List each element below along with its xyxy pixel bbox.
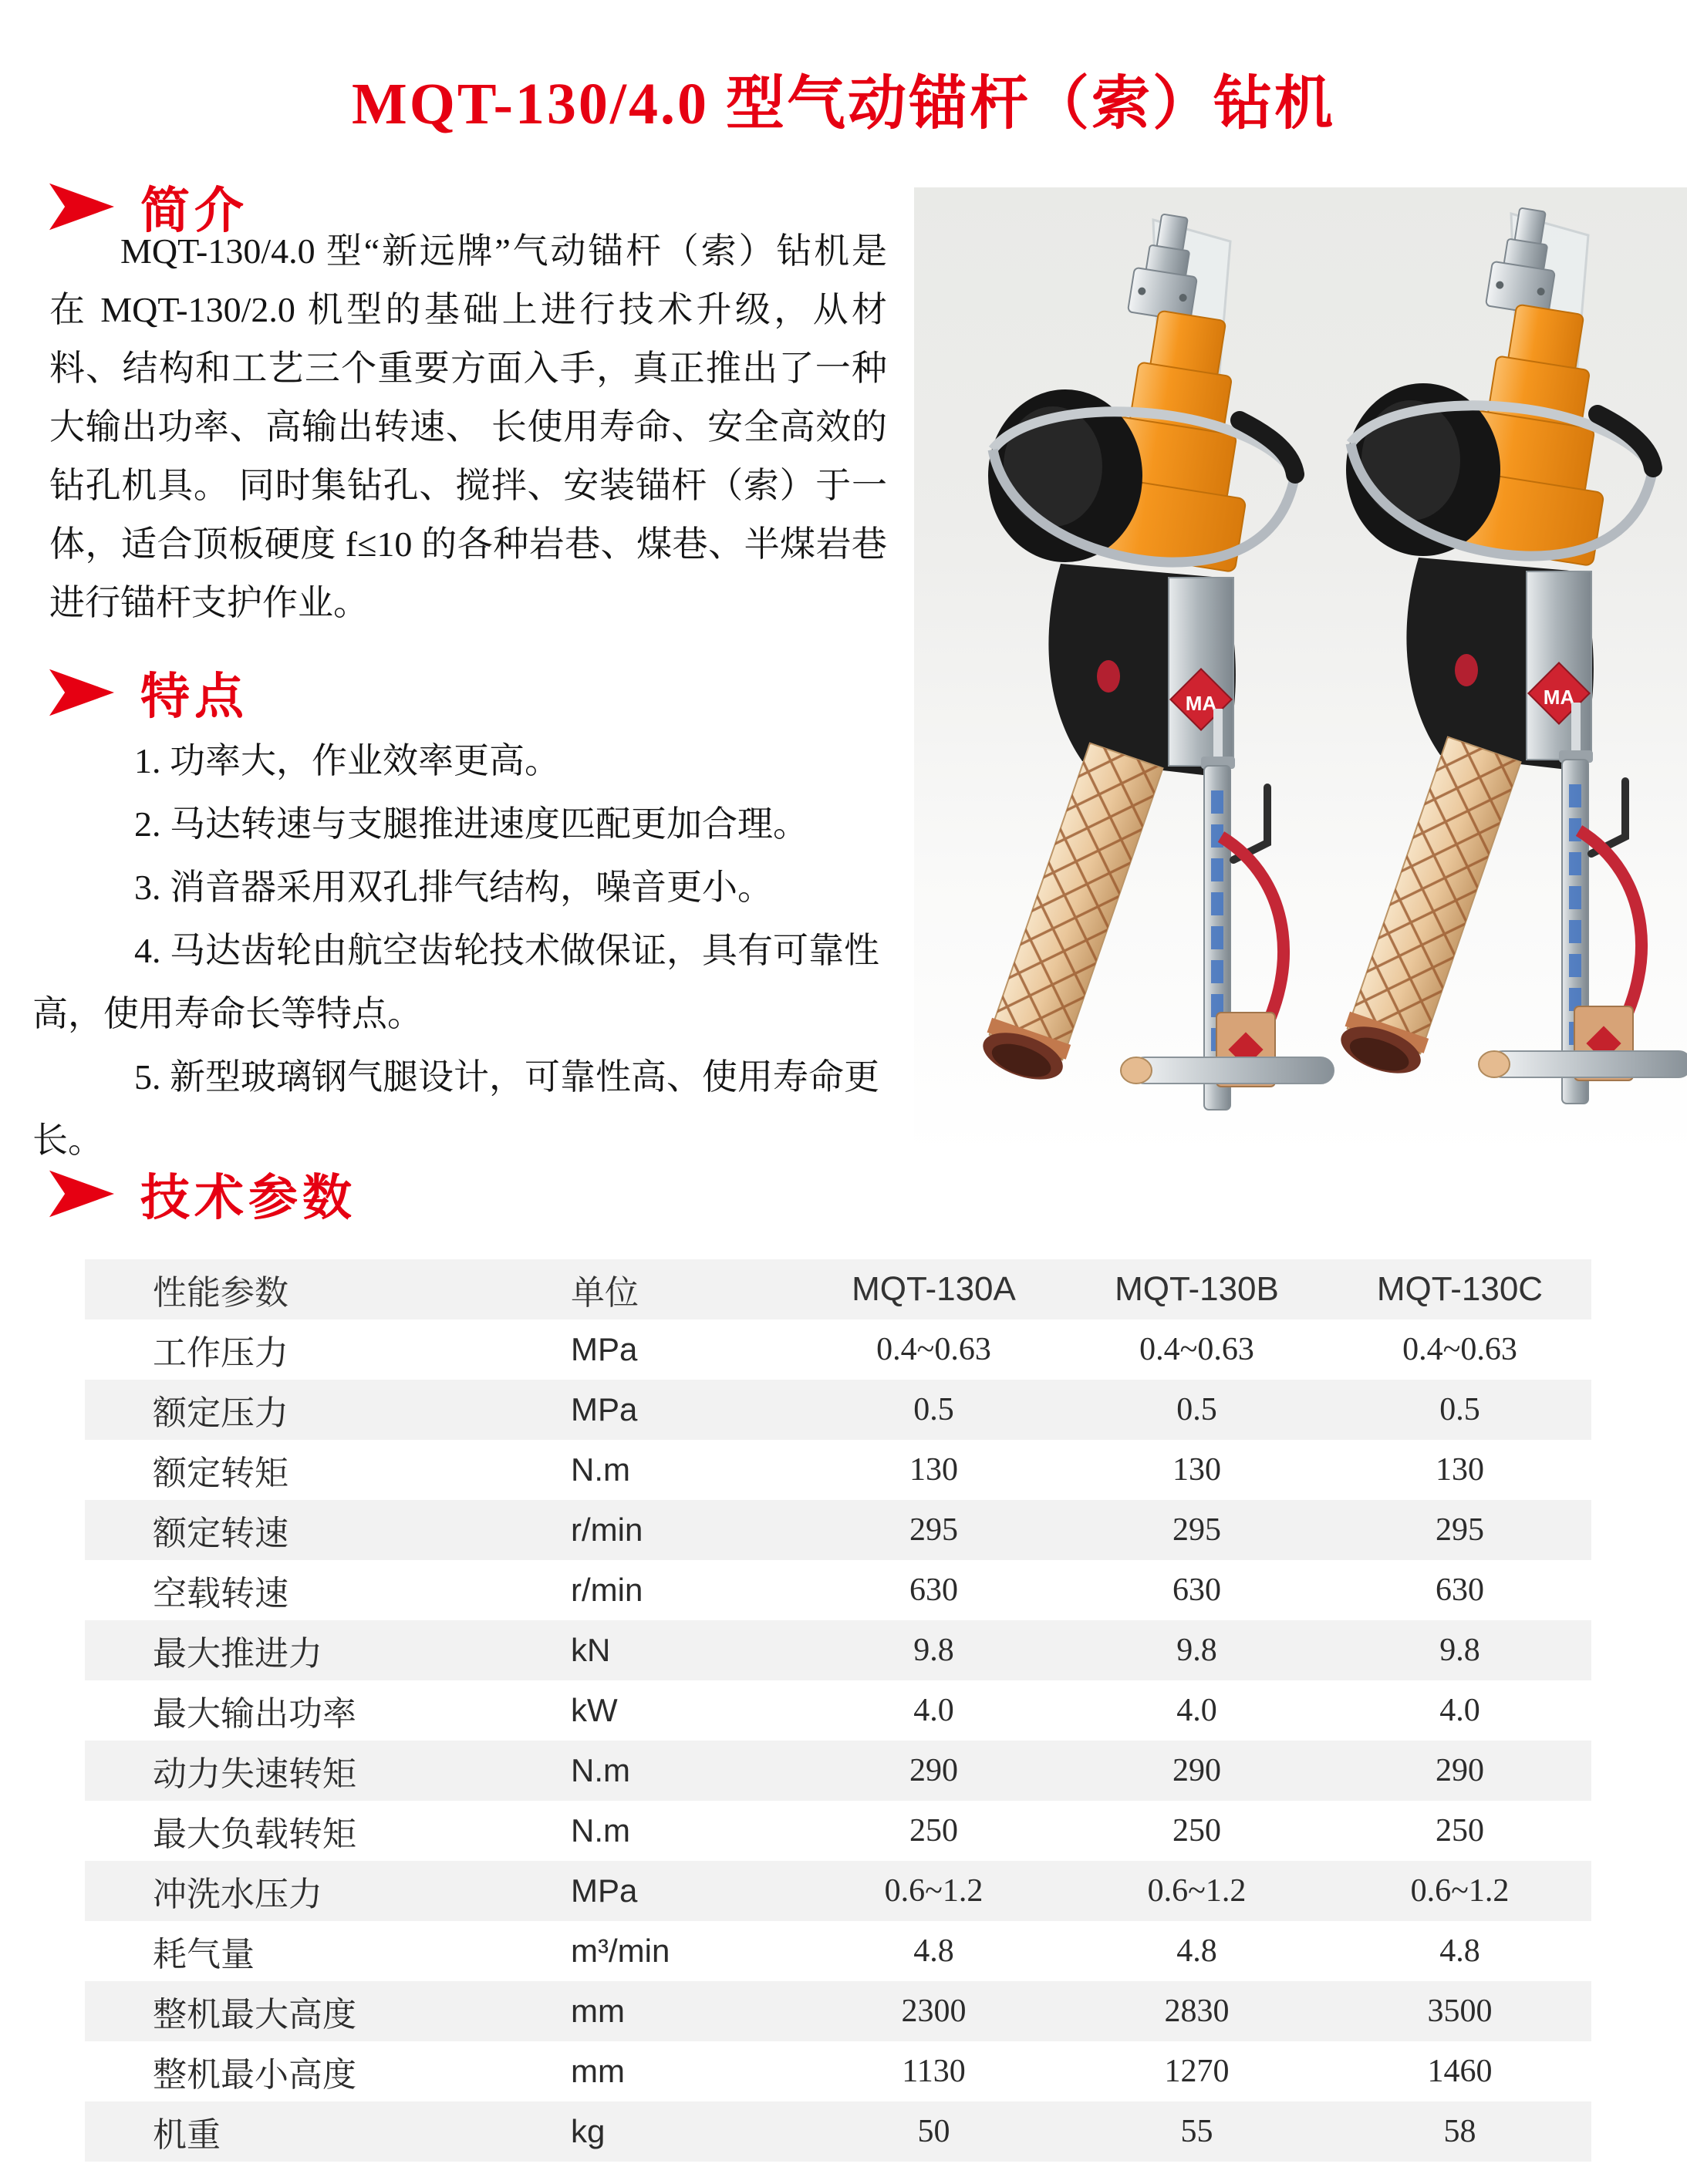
column-header: 性能参数 (153, 1274, 288, 1312)
value-cell: 0.4~0.63 (1402, 1332, 1517, 1367)
section-header-features (49, 657, 248, 728)
red-arrow-icon (49, 669, 114, 716)
value-cell: 0.4~0.63 (876, 1332, 991, 1367)
table-row (85, 1380, 1591, 1440)
intro-paragraph: MQT-130/4.0 型“新远牌”气动锚杆（索）钻机是在 MQT-130/2.0 机型的基础上进行技术升级，从材料、结构和工艺三个重要方面入手，真正推出了一种大输出功率、高输出转速、 长使用寿命、安全高效的钻孔机具。 同时集钻孔、搅拌、安装锚杆（索）于一体，适合顶板硬度 f≤10 的各种岩巷、煤巷、半煤岩巷进行锚杆支护作业。 (49, 231, 887, 622)
spec-table-header-row (85, 1259, 1591, 1320)
column-header: MQT-130A (852, 1270, 1016, 1308)
value-cell: 0.5 (1439, 1392, 1480, 1427)
value-cell: 250 (909, 1813, 958, 1849)
table-row (85, 1620, 1591, 1680)
page-title: MQT-130/4.0 型气动锚杆（索）钻机 (352, 71, 1335, 136)
value-cell: 0.6~1.2 (1147, 1873, 1247, 1909)
value-cell: 290 (1172, 1753, 1221, 1788)
param-name-cell: 机重 (153, 2116, 221, 2154)
value-cell: 630 (1172, 1572, 1221, 1608)
value-cell: 3500 (1427, 1994, 1493, 2029)
unit-cell: kW (571, 1692, 618, 1728)
param-name-cell: 整机最大高度 (153, 1996, 356, 2034)
feature-item: 4. 马达齿轮由航空齿轮技术做保证，具有可靠性高，使用寿命长等特点。 (32, 931, 879, 1033)
value-cell: 58 (1443, 2114, 1476, 2149)
features-list (32, 730, 895, 1172)
value-cell: 4.8 (913, 1933, 954, 1969)
unit-cell: N.m (571, 1812, 630, 1849)
section-heading-specs: 技术参数 (140, 1170, 356, 1225)
value-cell: 0.4~0.63 (1139, 1332, 1254, 1367)
unit-cell: MPa (571, 1331, 638, 1367)
value-cell: 0.5 (1176, 1392, 1217, 1427)
value-cell: 1130 (902, 2054, 966, 2089)
table-row (85, 2101, 1591, 2162)
param-name-cell: 最大负载转矩 (153, 1815, 356, 1853)
unit-cell: kg (571, 2113, 606, 2149)
column-header: 单位 (571, 1274, 639, 1312)
table-row (85, 1801, 1591, 1861)
param-name-cell: 额定转矩 (153, 1454, 288, 1492)
section-header-specs (49, 1158, 356, 1229)
value-cell: 9.8 (913, 1633, 954, 1668)
value-cell: 630 (909, 1572, 958, 1608)
drill-machine-2 (1335, 205, 1687, 1104)
value-cell: 130 (1172, 1452, 1221, 1488)
value-cell: 4.0 (1439, 1693, 1480, 1728)
value-cell: 0.5 (913, 1392, 954, 1427)
section-heading-intro: 简介 (140, 183, 248, 238)
value-cell: 250 (1436, 1813, 1484, 1849)
drill-machines-illustration (914, 187, 1687, 1157)
table-row (85, 1981, 1591, 2041)
table-row (85, 1560, 1591, 1620)
value-cell: 4.8 (1439, 1933, 1480, 1969)
param-name-cell: 最大推进力 (153, 1635, 322, 1673)
param-name-cell: 动力失速转矩 (153, 1755, 356, 1793)
unit-cell: r/min (571, 1512, 643, 1548)
table-row (85, 1320, 1591, 1380)
value-cell: 0.6~1.2 (884, 1873, 984, 1909)
value-cell: 50 (917, 2114, 950, 2149)
value-cell: 250 (1172, 1813, 1221, 1849)
feature-item: 2. 马达转速与支腿推进速度匹配更加合理。 (134, 804, 808, 844)
unit-cell: N.m (571, 1451, 630, 1488)
table-row (85, 1921, 1591, 1981)
unit-cell: m³/min (571, 1933, 670, 1969)
value-cell: 1460 (1427, 2054, 1493, 2089)
value-cell: 2830 (1164, 1994, 1230, 2029)
unit-cell: r/min (571, 1572, 643, 1608)
value-cell: 295 (1436, 1512, 1484, 1548)
table-row (85, 1741, 1591, 1801)
value-cell: 1270 (1164, 2054, 1230, 2089)
table-row (85, 2041, 1591, 2101)
value-cell: 4.0 (1176, 1693, 1217, 1728)
value-cell: 630 (1436, 1572, 1484, 1608)
table-row (85, 1680, 1591, 1741)
drill-machine-1 (977, 211, 1334, 1110)
value-cell: 4.0 (913, 1693, 954, 1728)
param-name-cell: 耗气量 (153, 1936, 255, 1973)
red-arrow-icon (49, 1170, 114, 1218)
param-name-cell: 额定压力 (153, 1394, 288, 1432)
param-name-cell: 冲洗水压力 (153, 1876, 322, 1913)
unit-cell: MPa (571, 1872, 638, 1909)
value-cell: 295 (1172, 1512, 1221, 1548)
value-cell: 9.8 (1176, 1633, 1217, 1668)
table-row (85, 1440, 1591, 1500)
product-photo (914, 187, 1687, 1157)
table-row (85, 1861, 1591, 1921)
column-header: MQT-130C (1376, 1270, 1544, 1308)
unit-cell: mm (571, 1993, 625, 2029)
column-header: MQT-130B (1115, 1270, 1279, 1308)
param-name-cell: 空载转速 (153, 1575, 288, 1613)
value-cell: 290 (1436, 1753, 1484, 1788)
unit-cell: N.m (571, 1752, 630, 1788)
value-cell: 0.6~1.2 (1410, 1873, 1510, 1909)
feature-item: 5. 新型玻璃钢气腿设计，可靠性高、使用寿命更长。 (32, 1057, 879, 1160)
param-name-cell: 工作压力 (153, 1334, 288, 1372)
param-name-cell: 最大输出功率 (153, 1695, 356, 1733)
value-cell: 4.8 (1176, 1933, 1217, 1969)
table-row (85, 1500, 1591, 1560)
value-cell: 295 (909, 1512, 958, 1548)
unit-cell: mm (571, 2053, 625, 2089)
value-cell: 290 (909, 1753, 958, 1788)
value-cell: 55 (1180, 2114, 1213, 2149)
unit-cell: kN (571, 1632, 611, 1668)
feature-item: 1. 功率大，作业效率更高。 (134, 741, 560, 780)
spec-table-body (85, 1320, 1591, 2162)
value-cell: 130 (909, 1452, 958, 1488)
spec-table (85, 1259, 1591, 2162)
param-name-cell: 额定转速 (153, 1515, 288, 1552)
value-cell: 9.8 (1439, 1633, 1480, 1668)
value-cell: 130 (1436, 1452, 1484, 1488)
value-cell: 2300 (901, 1994, 967, 2029)
param-name-cell: 整机最小高度 (153, 2056, 356, 2094)
section-heading-features: 特点 (140, 669, 248, 724)
feature-item: 3. 消音器采用双孔排气结构，噪音更小。 (134, 868, 773, 907)
unit-cell: MPa (571, 1391, 638, 1427)
